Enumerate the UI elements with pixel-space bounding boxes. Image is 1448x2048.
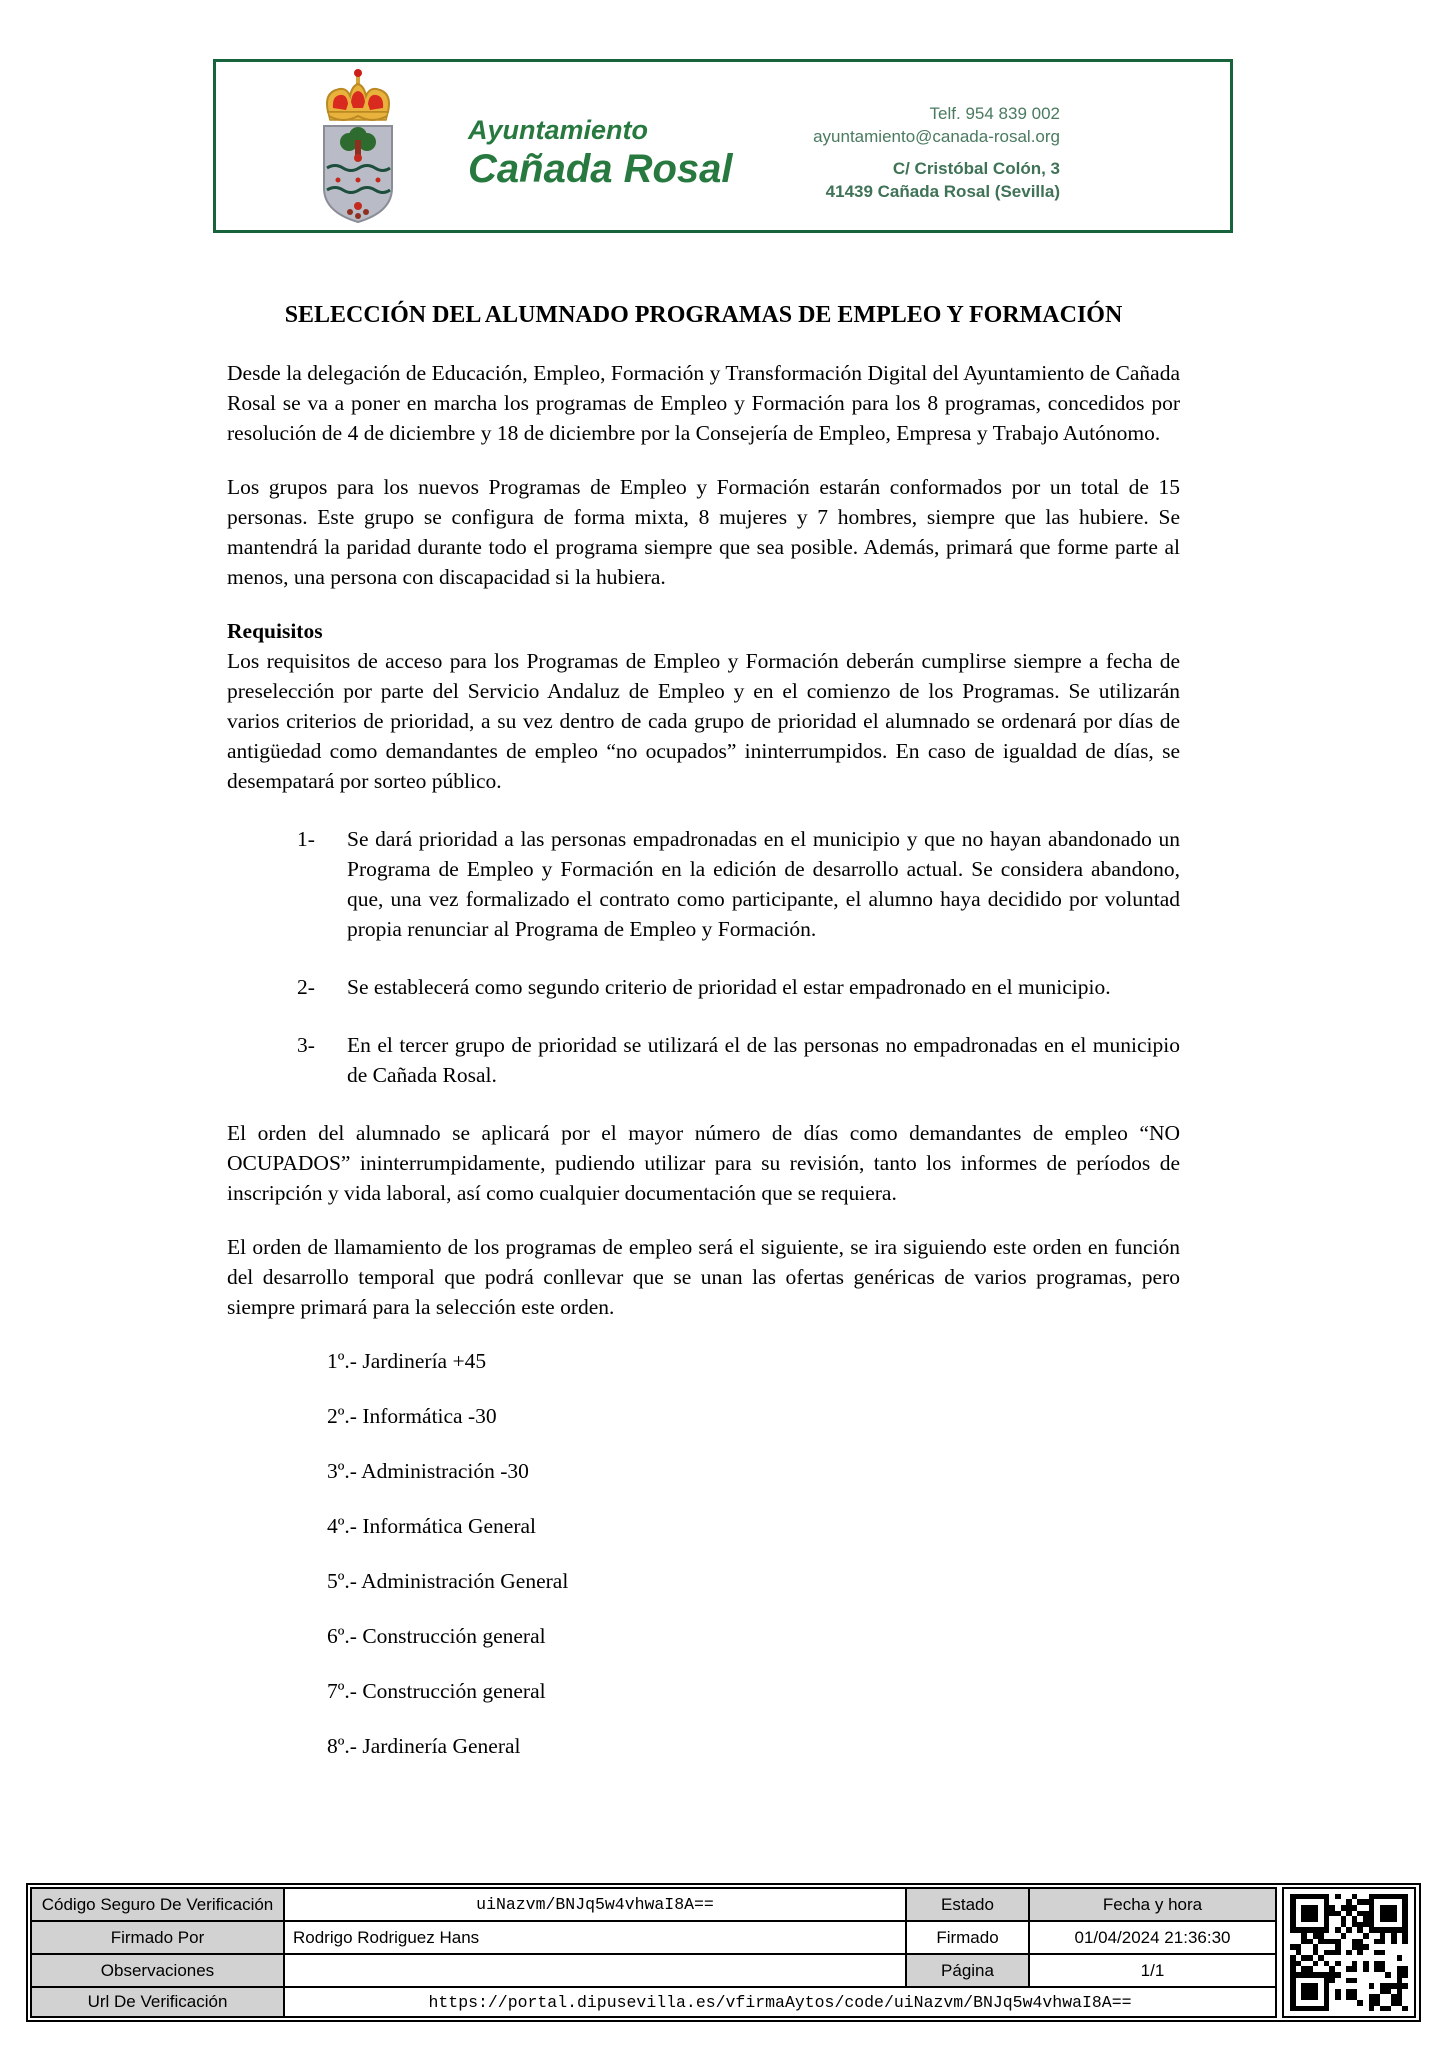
program-item-3: 3º.- Administración -30	[327, 1459, 529, 1483]
priority-item-text: Se establecerá como segundo criterio de prioridad el estar empadronado en el municipio.	[347, 975, 1111, 999]
priority-item-1	[297, 824, 1180, 944]
program-item-4: 4º.- Informática General	[327, 1514, 537, 1538]
program-item-2: 2º.- Informática -30	[327, 1404, 497, 1428]
priority-item-text: Se dará prioridad a las personas empadronadas en el municipio y que no hayan abandonado un Programa de Empleo y Formación en la edición de desarrollo actual. Se considera abandono, que, una vez formalizado el contrato como participante, el alumno haya decidido por voluntad propia renunciar al Programa de Empleo y Formación.	[347, 827, 1180, 941]
paragraph-groups: Los grupos para los nuevos Programas de Empleo y Formación estarán conformados por un total de 15 personas. Este grupo se configura de forma mixta, 8 mujeres y 7 hombres, siempre que las hubiere. Se mantendrá la paridad durante todo el programa siempre que sea posible. Además, primará que forme parte al menos, una persona con discapacidad si la hubiera.	[227, 475, 1180, 589]
letterhead	[213, 59, 1233, 233]
observaciones-value	[284, 1954, 906, 1987]
org-name-small: Ayuntamiento	[468, 115, 649, 145]
address-line2: 41439 Cañada Rosal (Sevilla)	[825, 182, 1060, 201]
coat-of-arms-icon	[302, 68, 414, 226]
priority-item-number: 2-	[297, 975, 315, 999]
contact-block	[813, 102, 1060, 203]
priority-item-3	[297, 1030, 1180, 1090]
firmado-por-label: Firmado Por	[31, 1921, 284, 1954]
url-label: Url De Verificación	[31, 1987, 284, 2017]
paragraph-intro: Desde la delegación de Educación, Empleo, Formación y Transformación Digital del Ayuntamiento de Cañada Rosal se va a poner en marcha los programas de Empleo y Formación para los 8 programas, concedidos por resolución de 4 de diciembre y 18 de diciembre por la Consejería de Empleo, Empresa y Trabajo Autónomo.	[227, 361, 1180, 445]
program-item-7: 7º.- Construcción general	[327, 1679, 546, 1703]
address-line1: C/ Cristóbal Colón, 3	[892, 159, 1060, 178]
paragraph-requisitos: Los requisitos de acceso para los Programas de Empleo y Formación deberán cumplirse siempre a fecha de preselección por parte del Servicio Andaluz de Empleo y en el comienzo de los Programas. Se utilizarán varios criterios de prioridad, a su vez dentro de cada grupo de prioridad el alumnado se ordenará por días de antigüedad como demandantes de empleo “no ocupados” ininterrumpidos. En caso de igualdad de días, se desempatará por sorteo público.	[227, 649, 1180, 793]
url-value: https://portal.dipusevilla.es/vfirmaAytos/code/uiNazvm/BNJq5w4vhwaI8A==	[284, 1987, 1276, 2017]
priority-item-2	[297, 972, 1180, 1002]
document-body	[227, 300, 1180, 1786]
email-line: ayuntamiento@canada-rosal.org	[813, 127, 1060, 146]
qr-code-icon	[1290, 1894, 1407, 2011]
signature-footer	[26, 1883, 1421, 2022]
priority-item-number: 1-	[297, 827, 315, 851]
org-brand	[468, 114, 733, 192]
csv-value: uiNazvm/BNJq5w4vhwaI8A==	[284, 1888, 906, 1921]
requisitos-heading: Requisitos	[227, 619, 323, 643]
org-name-large: Cañada Rosal	[468, 147, 733, 191]
program-item-1: 1º.- Jardinería +45	[327, 1349, 487, 1373]
qr-box	[1282, 1887, 1416, 2018]
firmado-por-value: Rodrigo Rodriguez Hans	[284, 1921, 906, 1954]
estado-label: Estado	[906, 1888, 1029, 1921]
observaciones-label: Observaciones	[31, 1954, 284, 1987]
fecha-label: Fecha y hora	[1029, 1888, 1276, 1921]
priority-item-text: En el tercer grupo de prioridad se utilizará el de las personas no empadronadas en el municipio de Cañada Rosal.	[347, 1033, 1180, 1087]
fecha-value: 01/04/2024 21:36:30	[1029, 1921, 1276, 1954]
signature-table	[30, 1887, 1277, 2018]
csv-label: Código Seguro De Verificación	[31, 1888, 284, 1921]
program-item-6: 6º.- Construcción general	[327, 1624, 546, 1648]
document-title: SELECCIÓN DEL ALUMNADO PROGRAMAS DE EMPLEO Y FORMACIÓN	[284, 302, 1123, 328]
paragraph-order: El orden del alumnado se aplicará por el mayor número de días como demandantes de empleo “NO OCUPADOS” ininterrumpidamente, pudiendo utilizar para su revisión, tanto los informes de períodos de inscripción y vida laboral, así como cualquier documentación que se requiera.	[227, 1121, 1180, 1205]
program-item-5: 5º.- Administración General	[327, 1569, 569, 1593]
estado-value: Firmado	[906, 1921, 1029, 1954]
phone-line: Telf. 954 839 002	[929, 104, 1060, 123]
pagina-value: 1/1	[1029, 1954, 1276, 1987]
program-item-8: 8º.- Jardinería General	[327, 1734, 521, 1758]
priority-item-number: 3-	[297, 1033, 315, 1057]
paragraph-llamamiento: El orden de llamamiento de los programas de empleo será el siguiente, se ira siguiendo este orden en función del desarrollo temporal que podrá conllevar que se unan las ofertas genéricas de varios programas, pero siempre primará para la selección este orden.	[227, 1235, 1180, 1319]
pagina-label: Página	[906, 1954, 1029, 1987]
